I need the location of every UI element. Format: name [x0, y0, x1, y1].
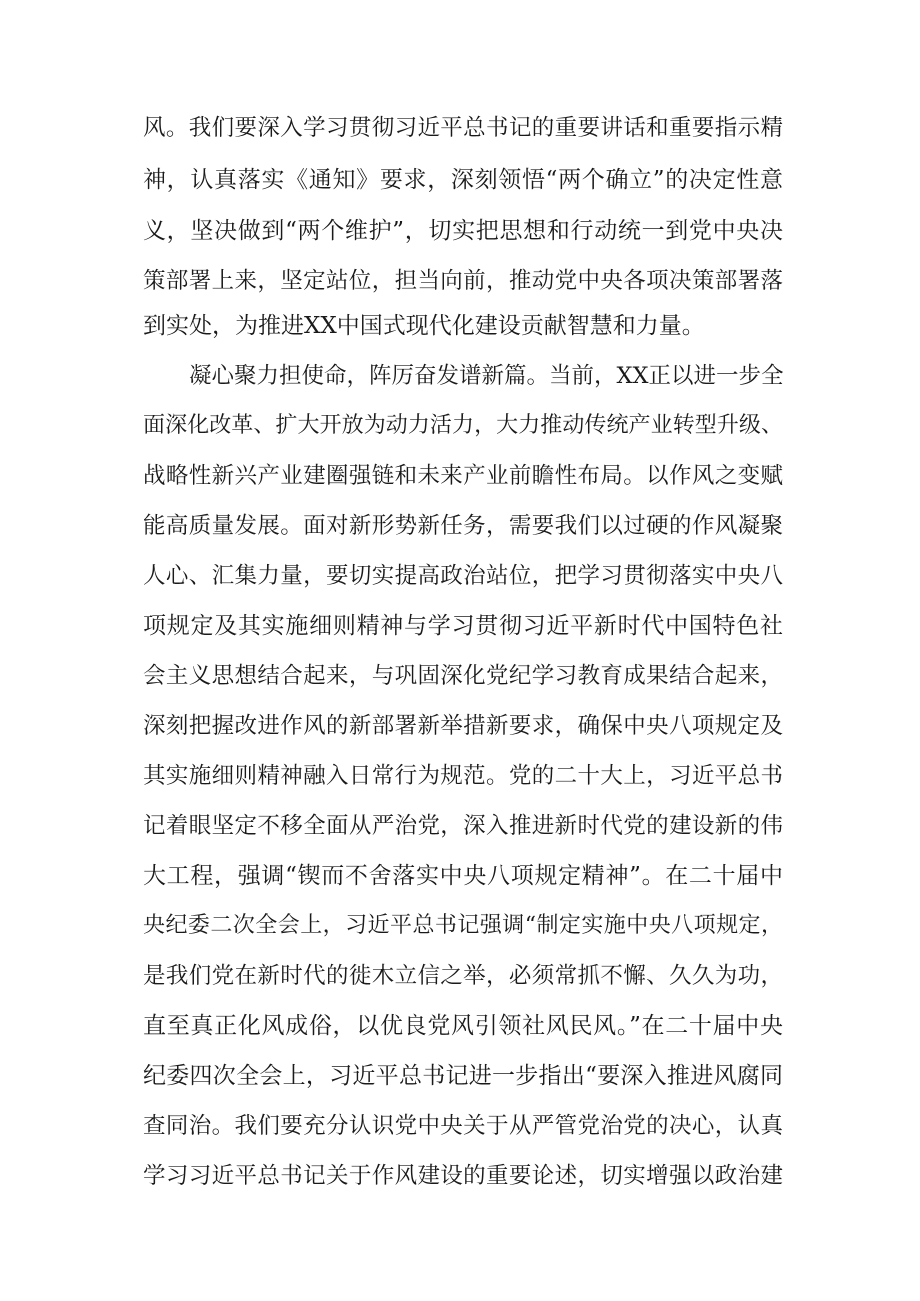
paragraph-first-line: 凝心聚力担使命，阵厉奋发谱新篇。当前，XX正以进一步全	[189, 363, 784, 389]
text-line: 大工程，强调“锲而不舍落实中央八项规定精神”。在二十届中	[143, 863, 783, 889]
text-line: 其实施细则精神融入日常行为规范。党的二十大上，习近平总书	[143, 763, 783, 789]
text-line: 直至真正化风成俗，以优良党风引领社风民风。”在二十届中央	[143, 1013, 783, 1039]
text-line: 纪委四次全会上，习近平总书记进一步指出“要深入推进风腐同	[143, 1063, 783, 1089]
text-line: 战略性新兴产业建圈强链和未来产业前瞻性布局。以作风之变赋	[143, 463, 783, 489]
text-line: 记着眼坚定不移全面从严治党，深入推进新时代党的建设新的伟	[143, 813, 783, 839]
text-line: 策部署上来，坚定站位，担当向前，推动党中央各项决策部署落	[143, 268, 783, 294]
text-line: 能高质量发展。面对新形势新任务，需要我们以过硬的作风凝聚	[143, 513, 783, 539]
text-line: 风。我们要深入学习贯彻习近平总书记的重要讲话和重要指示精	[143, 115, 783, 141]
text-line: 面深化改革、扩大开放为动力活力，大力推动传统产业转型升级、	[143, 413, 783, 438]
text-line: 项规定及其实施细则精神与学习贯彻习近平新时代中国特色社	[143, 613, 783, 639]
text-line: 深刻把握改进作风的新部署新举措新要求，确保中央八项规定及	[143, 713, 783, 739]
text-line: 查同治。我们要充分认识党中央关于从严管党治党的决心，认真	[143, 1113, 783, 1139]
text-line: 学习习近平总书记关于作风建设的重要论述，切实增强以政治建	[143, 1163, 783, 1189]
text-line: 义，坚决做到“两个维护”，切实把思想和行动统一到党中央决	[143, 218, 783, 244]
text-line: 是我们党在新时代的徙木立信之举，必须常抓不懈、久久为功，	[143, 963, 783, 989]
text-line: 人心、汇集力量，要切实提高政治站位，把学习贯彻落实中央八	[143, 563, 783, 589]
text-line: 到实处，为推进XX中国式现代化建设贡献智慧和力量。	[143, 313, 705, 339]
text-line: 央纪委二次全会上，习近平总书记强调“制定实施中央八项规定，	[143, 913, 783, 938]
text-line: 会主义思想结合起来，与巩固深化党纪学习教育成果结合起来，	[143, 663, 783, 689]
text-line: 神，认真落实《通知》要求，深刻领悟“两个确立”的决定性意	[143, 167, 783, 193]
